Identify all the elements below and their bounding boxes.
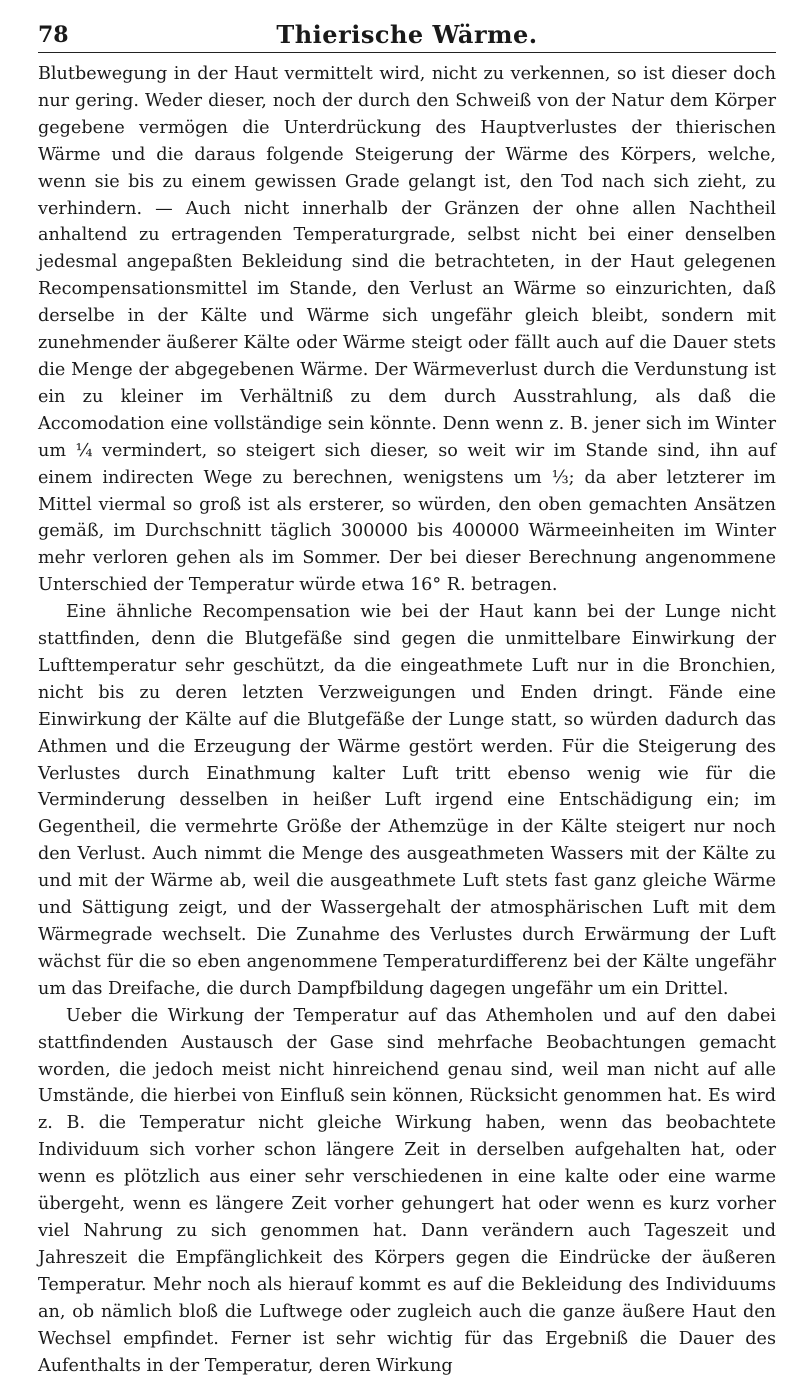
page-number: 78 (38, 22, 69, 48)
page-header (38, 18, 776, 53)
running-title: Thierische Wärme. (276, 20, 538, 49)
body-text (38, 61, 776, 1379)
book-page (38, 18, 776, 1379)
paragraph: Eine ähnliche Recompensation wie bei der Haut kann bei der Lunge nicht stattfinden, denn die Blutgefäße sind gegen die unmittelbare Einwirkung der Lufttemperatur sehr geschützt, da die eingeathmete Luft nur in die Bronchien, nicht bis zu deren letzten Verzweigungen und Enden dringt. Fände eine Einwirkung der Kälte auf die Blutgefäße der Lunge statt, so würden dadurch das Athmen und die Erzeugung der Wärme gestört werden. Für die Steigerung des Verlustes durch Einathmung kalter Luft tritt ebenso wenig wie für die Verminderung desselben in heißer Luft irgend eine Entschädigung ein; im Gegentheil, die vermehrte Größe der Athemzüge in der Kälte steigert nur noch den Verlust. Auch nimmt die Menge des ausgeathmeten Wassers mit der Kälte zu und mit der Wärme ab, weil die ausgeathmete Luft stets fast ganz gleiche Wärme und Sättigung zeigt, und der Wassergehalt der atmosphärischen Luft mit dem Wärmegrade wechselt. Die Zunahme des Verlustes durch Erwärmung der Luft wächst für die so eben angenommene Temperaturdifferenz bei der Kälte ungefähr um das Dreifache, die durch Dampfbildung dagegen ungefähr um ein Drittel. (38, 602, 776, 999)
paragraph: Ueber die Wirkung der Temperatur auf das Athemholen und auf den dabei stattfindenden Austausch der Gase sind mehrfache Beobachtungen gemacht worden, die jedoch meist nicht hinreichend genau sind, weil man nicht auf alle Umstände, die hierbei von Einfluß sein können, Rücksicht genommen hat. Es wird z. B. die Temperatur nicht gleiche Wirkung haben, wenn das beobachtete Individuum sich vorher schon längere Zeit in derselben aufgehalten hat, oder wenn es plötzlich aus einer sehr verschiedenen in eine kalte oder eine warme übergeht, wenn es längere Zeit vorher gehungert hat oder wenn es kurz vorher viel Nahrung zu sich genommen hat. Dann verändern auch Tageszeit und Jahreszeit die Empfänglichkeit des Körpers gegen die Eindrücke der äußeren Temperatur. Mehr noch als hierauf kommt es auf die Bekleidung des Individuums an, ob nämlich bloß die Luftwege oder zugleich auch die ganze äußere Haut den Wechsel empfindet. Ferner ist sehr wichtig für das Ergebniß die Dauer des Aufenthalts in der Temperatur, deren Wirkung (38, 1005, 776, 1376)
paragraph: Blutbewegung in der Haut vermittelt wird, nicht zu verkennen, so ist dieser doch nur gering. Weder dieser, noch der durch den Schweiß von der Natur dem Körper gegebene vermögen die Unterdrückung des Hauptverlustes der thierischen Wärme und die daraus folgende Steigerung der Wärme des Körpers, welche, wenn sie bis zu einem gewissen Grade gelangt ist, den Tod nach sich zieht, zu verhindern. — Auch nicht innerhalb der Gränzen der ohne allen Nachtheil anhaltend zu ertragenden Temperaturgrade, selbst nicht bei einer denselben jedesmal angepaßten Bekleidung sind die betrachteten, in der Haut gelegenen Recompensationsmittel im Stande, den Verlust an Wärme so einzurichten, daß derselbe in der Kälte und Wärme sich ungefähr gleich bleibt, sondern mit zunehmender äußerer Kälte oder Wärme steigt oder fällt auch auf die Dauer stets die Menge der abgegebenen Wärme. Der Wärmeverlust durch die Verdunstung ist ein zu kleiner im Verhältniß zu dem durch Ausstrahlung, als daß die Accomodation eine vollständige sein könnte. Denn wenn z. B. jener sich im Winter um ¼ vermindert, so steigert sich dieser, so weit wir im Stande sind, ihn auf einem indirecten Wege zu berechnen, wenigstens um ⅓; da aber letzterer im Mittel viermal so groß ist als ersterer, so würden, den oben gemachten Ansätzen gemäß, im Durchschnitt täglich 300000 bis 400000 Wärmeeinheiten im Winter mehr verloren gehen als im Sommer. Der bei dieser Berechnung angenommene Unterschied der Temperatur würde etwa 16° R. betragen. (38, 64, 776, 596)
